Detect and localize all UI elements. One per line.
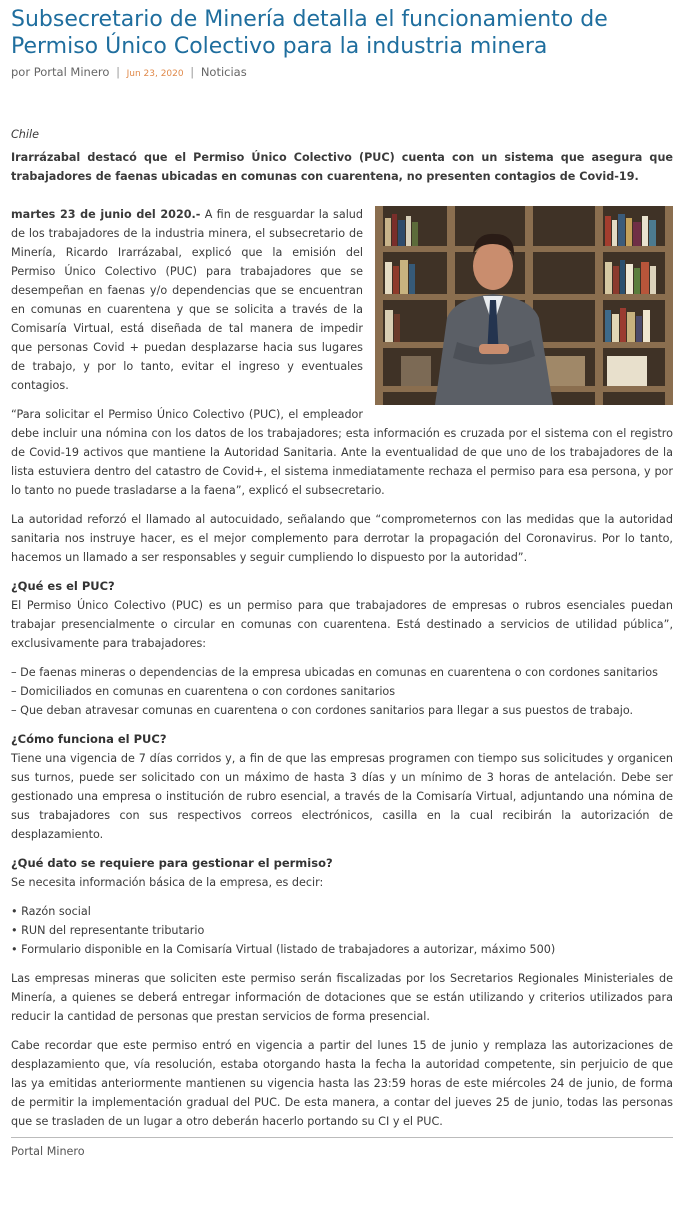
list-item: – De faenas mineras o dependencias de la empresa ubicadas en comunas en cuarentena o con cordones sanitarios	[11, 666, 658, 679]
section-heading-que-es: ¿Qué es el PUC?	[11, 579, 115, 593]
section-heading-como-funciona: ¿Cómo funciona el PUC?	[11, 732, 167, 746]
paragraph-5: Tiene una vigencia de 7 días corridos y, a fin de que las empresas programen con tiempo sus solicitudes y organicen sus turnos, puede ser solicitado con un máximo de hasta 3 días y un mínimo de 3 horas de antelación. Debe ser gestionado una empresa o institución de rubro esencial, a través de la Comisaría Virtual, adjuntando una nómina de sus trabajadores con sus respectivos correos electrónicos, casilla en la cual recibirán la autorización de desplazamiento.	[11, 752, 673, 841]
paragraph-1-text: A fin de resguardar la salud de los trabajadores de la industria minera, el subsecretario de Minería, Ricardo Irarrázabal, explicó que la emisión del Permiso Único Colectivo (PUC) para trabajadores que se desempeñan en faenas y/o dependencias que se encuentran en comunas en cuarentena y que se solicita a través de la Comisaría Virtual, está diseñada de tal manera de impedir que personas Covid + puedan desplazarse hacia sus lugares de trabajo, y por lo tanto, evitar el ingreso y eventuales contagios.	[11, 208, 364, 392]
footer-divider	[11, 1137, 673, 1138]
subsecretario-photo-image	[375, 206, 673, 405]
paragraph-8: Cabe recordar que este permiso entró en vigencia a partir del lunes 15 de junio y remplaza las autorizaciones de desplazamiento que, vía resolución, estaba otorgando hasta la fecha la autoridad competente, sin perjuicio de que las ya emitidas anteriormente mantienen su vigencia hasta las 23:59 horas de este miércoles 24 de junio, de forma de permitir la implementación gradual del PUC. De esta manera, a contar del jueves 25 de junio, todas las personas que se trasladen de un lugar a otro deberán hacerlo portando su CI y el PUC.	[11, 1039, 673, 1128]
publish-date: Jun 23, 2020	[126, 69, 184, 79]
article-title: Subsecretario de Minería detalla el funcionamiento de Permiso Único Colectivo para la industria minera	[11, 7, 608, 59]
author-link[interactable]: por Portal Minero	[11, 65, 110, 79]
paragraph-3: La autoridad reforzó el llamado al autocuidado, señalando que “comprometernos con las medidas que la autoridad sanitaria nos instruye hacer, es el mejor complemento para derrotar la propagación del Coronavirus. Por lo tanto, hacemos un llamado a ser responsables y seguir cumpliendo lo dispuesto por la autoridad”.	[11, 513, 673, 564]
list-item: – Que deban atravesar comunas en cuarentena o con cordones sanitarios para llegar a sus puestos de trabajo.	[11, 704, 634, 717]
paragraph-6: Se necesita información básica de la empresa, es decir:	[11, 876, 324, 889]
requirements-list	[11, 663, 673, 720]
list-item: • Razón social	[11, 905, 91, 918]
paragraph-2: “Para solicitar el Permiso Único Colectivo (PUC), el empleador debe incluir una nómina con los datos de los trabajadores; esta información es cruzada por el sistema con el registro de Covid-19 activos que mantiene la Autoridad Sanitaria. Ante la eventualidad de que uno de los trabajadores de la lista estuviera dentro del catastro de Covid+, el sistema inmediatamente rechaza el permiso para esa persona, y por lo tanto no puede trasladarse a la faena”, explicó el subsecretario.	[11, 408, 673, 497]
paragraph-4: El Permiso Único Colectivo (PUC) es un permiso para que trabajadores de empresas o rubros esenciales puedan trabajar presencialmente o circular en comunas con cuarentena. Está destinado a servicios de utilidad pública”, exclusivamente para trabajadores:	[11, 599, 673, 650]
article-photo	[375, 206, 673, 405]
article-body	[11, 125, 673, 1161]
paragraph-7: Las empresas mineras que soliciten este permiso serán fiscalizadas por los Secretarios Regionales Ministeriales de Minería, a quienes se deberá entregar información de dotaciones que se están utilizando y criterios utilizados para reducir la cantidad de personas que prestan servicios de forma presencial.	[11, 972, 673, 1023]
category-link[interactable]: Noticias	[200, 65, 247, 79]
meta-separator: |	[116, 65, 120, 79]
list-item: – Domiciliados en comunas en cuarentena o con cordones sanitarios	[11, 685, 396, 698]
list-item: • RUN del representante tributario	[11, 924, 205, 937]
data-list	[11, 902, 673, 959]
article-lead: Irarrázabal destacó que el Permiso Único Colectivo (PUC) cuenta con un sistema que asegura que trabajadores de faenas ubicadas en comunas con cuarentena, no presenten contagios de Covid-19.	[11, 151, 673, 183]
dateline: martes 23 de junio del 2020.-	[11, 208, 201, 221]
article-meta	[11, 65, 247, 79]
section-heading-que-dato: ¿Qué dato se requiere para gestionar el permiso?	[11, 856, 333, 870]
country-label: Chile	[11, 128, 40, 141]
list-item: • Formulario disponible en la Comisaría Virtual (listado de trabajadores a autorizar, máximo 500)	[11, 943, 556, 956]
meta-separator: |	[190, 65, 195, 79]
footer-source: Portal Minero	[11, 1145, 85, 1158]
